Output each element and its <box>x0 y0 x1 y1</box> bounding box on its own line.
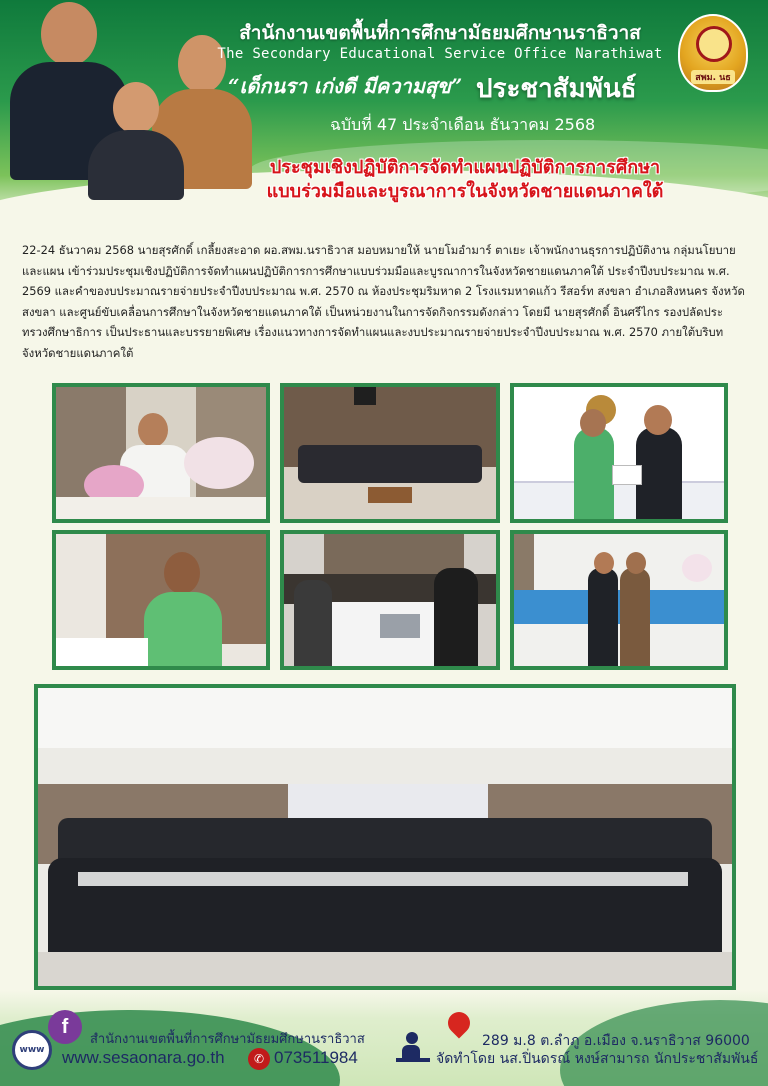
photo-meeting-tables <box>280 530 500 670</box>
slogan: “เด็กนรา เก่งดี มีความสุข” <box>228 74 463 98</box>
public-relations-title: ประชาสัมพันธ์ <box>476 74 637 104</box>
photo-attendee-green-shirt <box>52 530 270 670</box>
portrait-deputy-center <box>88 82 184 200</box>
photo-certificate-handover <box>510 383 728 523</box>
issue-info: ฉบับที่ 47 ประจำเดือน ธันวาคม 2568 <box>330 115 596 134</box>
footer-website-link[interactable]: www.sesaonara.go.th <box>62 1048 225 1067</box>
footer-editor-credit: จัดทำโดย นส.ปิ่นดรณ์ หงษ์สามารถ นักประชาสัมพันธ์ <box>436 1051 759 1067</box>
globe-www-icon: www <box>12 1030 52 1070</box>
footer <box>0 990 768 1086</box>
footer-org-name: สำนักงานเขตพื้นที่การศึกษามัธยมศึกษานราธิวาส <box>90 1032 365 1047</box>
phone-icon: ✆ <box>248 1048 270 1070</box>
org-name-english: The Secondary Educational Service Office Narathiwat <box>217 46 663 62</box>
article-paragraph: 22-24 ธันวาคม 2568 นายสุรศักดิ์ เกลี้ยงสะอาด ผอ.สพม.นราธิวาส มอบหมายให้ นายโมอำมาร์ ตาเยะ เจ้าพนักงานธุรการปฏิบัติงาน กลุ่มนโยบายและแผน เข้าร่วมประชุมเชิงปฏิบัติการจัดทำแผนปฏิบัติการการศึกษาแบบร่วมมือและบูรณาการในจังหวัดชายแดนภาคใต้ ประจำปีงบประมาณ พ.ศ. 2569 และคำของบประมาณรายจ่ายประจำปีงบประมาณ พ.ศ. 2570 ณ ห้องประชุมริมหาด 2 โรงแรมหาดแก้ว รีสอร์ท สงขลา อำเภอสิงหนคร จังหวัดสงขลา และศูนย์ขับเคลื่อนการศึกษาในจังหวัดชายแดนภาคใต้ เป็นหน่วยงานในการจัดกิจกรรมดังกล่าว โดยมี นายสุรศักดิ์ อินศรีไกร รองปลัดประทรวงศึกษาธิการ เป็นประธานและบรรยายพิเศษ เรื่องแนวทางการจัดทำแผนและงบประมาณรายจ่ายประจำปีงบประมาณ พ.ศ. 2570 ภายใต้บริบทจังหวัดชายแดนภาคใต้ <box>22 243 745 360</box>
headline <box>245 156 685 204</box>
footer-phone[interactable]: 073511984 <box>274 1048 358 1067</box>
headline-line-2: แบบร่วมมือและบูรณาการในจังหวัดชายแดนภาคใต้ <box>266 181 664 202</box>
facebook-icon[interactable]: f <box>48 1010 82 1044</box>
location-pin-icon <box>443 1007 474 1038</box>
editor-desk-icon <box>396 1032 430 1068</box>
header-banner <box>0 0 768 225</box>
seal-label: สพม. นธ <box>691 70 735 84</box>
headline-line-1: ประชุมเชิงปฏิบัติการจัดทำแผนปฏิบัติการการศึกษา <box>269 157 661 178</box>
org-name-thai: สำนักงานเขตพื้นที่การศึกษามัธยมศึกษานราธิวาส <box>239 22 641 44</box>
photo-certificate-stage <box>510 530 728 670</box>
photo-officials-seated <box>280 383 500 523</box>
photo-speaker-podium <box>52 383 270 523</box>
photo-group <box>34 684 736 990</box>
footer-address: 289 ม.8 ต.ลำภู อ.เมือง จ.นราธิวาส 96000 <box>482 1033 750 1049</box>
office-seal-logo <box>678 14 748 92</box>
